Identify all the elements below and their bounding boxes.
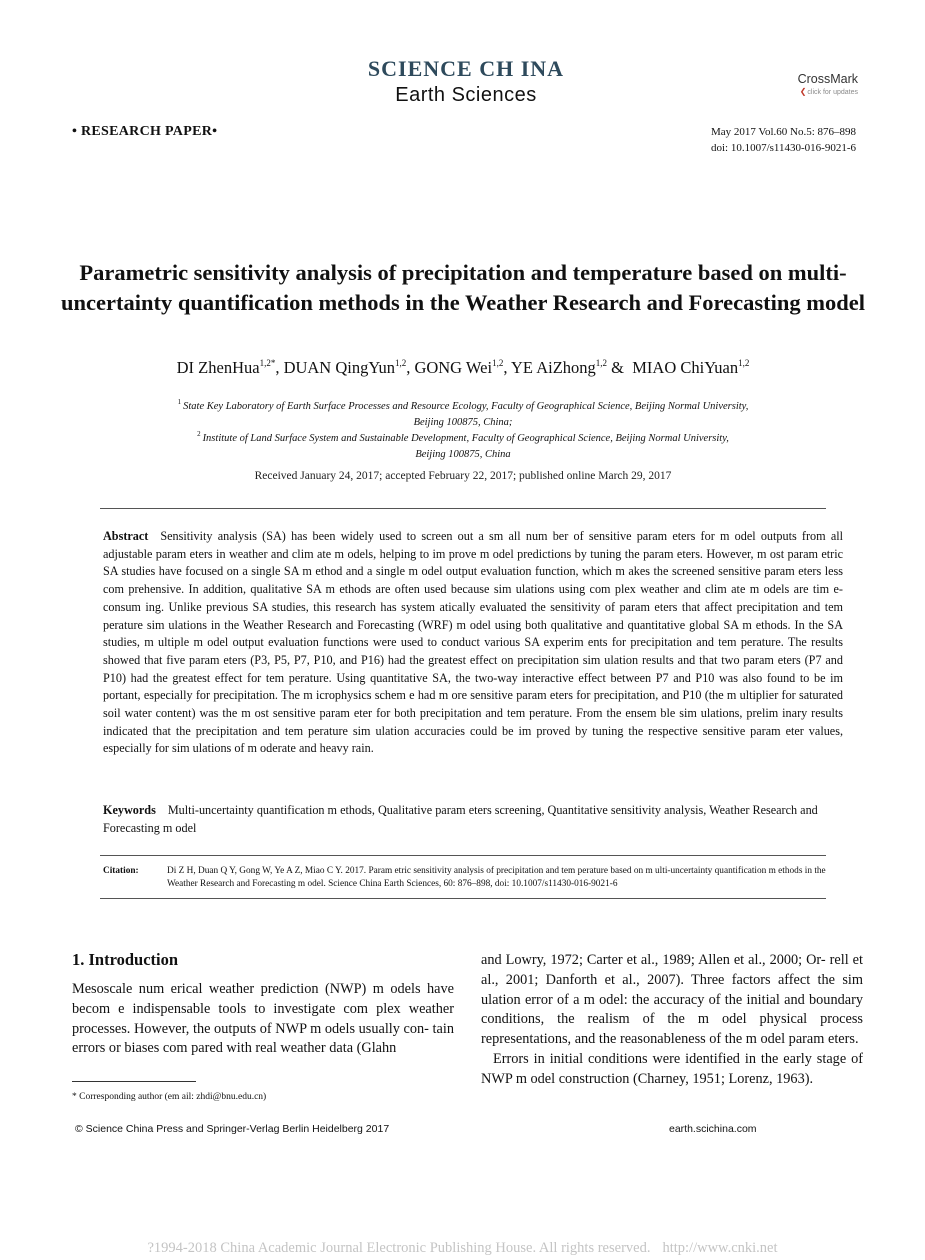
article-title: Parametric sensitivity analysis of precipitation and temperature based on multi-uncertainty quantification methods in the Weather Research and Forecasting model (61, 260, 865, 315)
citation-label: Citation: (103, 866, 139, 876)
crossmark-badge[interactable] (788, 72, 858, 96)
author-affiliation-marker: 1,2 (738, 358, 750, 368)
corresponding-author-footnote: * Corresponding author (em ail: zhdi@bnu.edu.cn) (72, 1092, 267, 1102)
cnki-text: ?1994-2018 China Academic Journal Electronic Publishing House. All rights reserved. (147, 1240, 651, 1256)
keywords-label: Keywords (103, 803, 156, 817)
body-paragraph: Mesoscale num erical weather prediction (NWP) m odels have becom e indispensable tools to investigate com plex weather processes. However, the outputs of NWP m odels usually con- tain errors or biases com pared with real weather data (Glahn (72, 981, 454, 1057)
citation (103, 865, 843, 891)
affiliation-1-line2: Beijing 100875, China; (413, 417, 513, 428)
affiliation-2-line1: $^2$ Institute of Land Surface System and Sustainable Development, Faculty of Geographical Science, Beijing Normal University, (197, 430, 729, 444)
journal-subtitle: Earth Sciences (395, 84, 537, 106)
crossmark-label: CrossMark (797, 72, 858, 86)
body-column-right (481, 951, 863, 1090)
keywords-text: Multi-uncertainty quantification m ethods, Qualitative param eters screening, Quantitative sensitivity analysis, Weather Research and Forecasting m odel (103, 803, 818, 835)
abstract-label: Abstract (103, 529, 149, 543)
abstract (103, 528, 843, 758)
footnote-rule (72, 1081, 196, 1082)
journal-website[interactable]: earth.scichina.com (669, 1123, 757, 1135)
crossmark-sublabel: ❮click for updates (799, 87, 858, 96)
crossmark-arrow-icon: ❮ (799, 87, 807, 96)
body-column-left (72, 980, 454, 1059)
author-separator: , (275, 358, 284, 377)
received-dates: Received January 24, 2017; accepted February 22, 2017; published online March 29, 2017 (254, 470, 672, 482)
cnki-watermark (0, 1240, 925, 1257)
section-heading-introduction: 1. Introduction (72, 950, 179, 969)
author-name: GONG Wei (414, 358, 493, 377)
cnki-url[interactable]: http://www.cnki.net (662, 1240, 778, 1256)
affiliation-1-line1: $^1$ State Key Laboratory of Earth Surface Processes and Resource Ecology, Faculty of Geographical Science, Beijing Normal University, (177, 398, 749, 412)
author-name: DUAN QingYun (283, 358, 395, 377)
affiliation-2-line2: Beijing 100875, China (415, 449, 511, 460)
divider-top (100, 508, 826, 509)
author-separator: , (503, 358, 511, 377)
divider-citation-top (100, 855, 826, 856)
author-affiliation-marker: 1,2 (394, 358, 407, 368)
author-separator: & (607, 358, 633, 377)
author-affiliation-marker: 1,2* (259, 358, 276, 368)
pub-volume-line: May 2017 Vol.60 No.5: 876–898 (710, 126, 856, 138)
divider-citation-bottom (100, 898, 826, 899)
author-list (60, 358, 866, 378)
author-affiliation-marker: 1,2 (595, 358, 608, 368)
body-paragraph: Errors in initial conditions were identified in the early stage of NWP m odel construction (Charney, 1951; Lorenz, 1963). (481, 1050, 863, 1087)
publication-info (711, 124, 856, 156)
author-name: MIAO ChiYuan (632, 358, 739, 377)
author-name: DI ZhenHua (176, 358, 260, 377)
author-name: YE AiZhong (510, 358, 596, 377)
journal-title: SCIENCE CH INA (367, 56, 565, 81)
copyright-notice: © Science China Press and Springer-Verlag Berlin Heidelberg 2017 (75, 1123, 390, 1135)
abstract-text: Sensitivity analysis (SA) has been widely used to screen out a sm all num ber of sensitive param eters for m odel outputs from all adjustable param eters in weather and clim ate m odels, helping to im prove m odel predictions by tuning the param eters. However, m ost param etric SA studies have focused on a single SA m ethod and a single m odel output evaluation function, which m akes the screened sensitive param eters less com prehensive. In addition, qualitative SA m ethods are often used because sim ulations using com plex weather and clim ate m odels are tim e-consum ing. Unlike previous SA studies, this research has system atically evaluated the sensitivity of param eters that affect precipitation and tem perature sim ulations in the Weather Research and Forecasting (WRF) m odel using both qualitative and quantitative global SA m ethods. In the SA studies, m ultiple m odel output evaluation functions were used to conduct various SA experim ents for precipitation and tem perature. The results showed that five param eters (P3, P5, P7, P10, and P16) had the greatest effect on precipitation sim ulation results and that two param eters (P7 and P10) had the greatest effect for tem perature. Using quantitative SA, the two-way interactive effect between P7 and P10 was also found to be im portant, especially for precipitation. The m icrophysics schem e had m ore sensitive param eters for precipitation, and P10 (the m ultiplier for saturated soil water content) was the m ost sensitive param eter for both precipitation and tem perature. From the ensem ble sim ulations, prelim inary results indicated that the precipitation and tem perature sim ulation accuracies could be im proved by tuning the respective sensitive param eter values, especially for sim ulations of m oderate and heavy rain. (103, 529, 843, 756)
body-paragraph: and Lowry, 1972; Carter et al., 1989; Allen et al., 2000; Or- rell et al., 2001; Danforth et al., 2007). Three factors affect the sim ulation error of a m odel: the accuracy of the initial and boundary conditions, the realism of the m odel physical process representations, and the reasonableness of the m odel param eters. (481, 952, 863, 1048)
author-affiliation-marker: 1,2 (492, 358, 504, 368)
citation-text: Di Z H, Duan Q Y, Gong W, Ye A Z, Miao C Y. 2017. Param etric sensitivity analysis of precipitation and tem perature based on m ulti-uncertainty quantification m ethods in the Weather Research and Forecasting m odel. Science China Earth Sciences, 60: 876–898, doi: 10.1007/s11430-016-9021-6 (167, 866, 826, 889)
pub-doi-line: doi: 10.1007/s11430-016-9021-6 (710, 142, 856, 154)
keywords (103, 802, 843, 837)
author-separator: , (406, 358, 415, 377)
affiliation-2 (100, 426, 826, 463)
paper-type: • RESEARCH PAPER• (72, 124, 218, 139)
